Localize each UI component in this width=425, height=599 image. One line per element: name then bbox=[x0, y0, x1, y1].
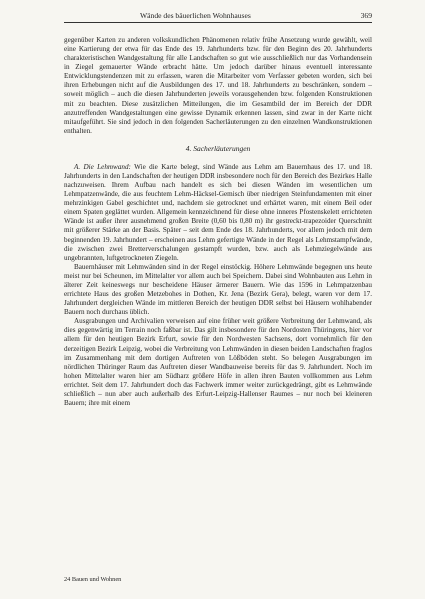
paragraph-intro: gegenüber Karten zu anderen volkskundlichen Phänomenen relativ frühe Ansetzung wurde gewählt, weil eine Kartierung der etwa für das Ende des 19. Jahrhunderts bzw. für den Beginn des 20. Jahrhunderts charakteristischen Wandgestaltung für alle Landschaften so gut wie ausschließlich nur das Vorhandensein in Ziegel gemauerter Wände erbracht hätte. Um jedoch darüber hinaus eventuell interessante Entwicklungstendenzen mit zu erfassen, waren die Mitarbeiter vom Verfasser gebeten worden, sich bei ihren Erhebungen nicht auf die Ausbildungen des 17. und 18. Jahrhunderts zu beschränken, sondern – soweit möglich – auch die diesen Jahrhunderten jeweils vorausgehenden bzw. folgenden Konstruktionen mit zu beachten. Diese zusätzlichen Mitteilungen, die im Gesamtbild der im Bereich der DDR anzutreffenden Wandgestaltungen eine gewisse Dynamik erkennen lassen, sind zwar in der Karte nicht mitaufgeführt. Sie sind jedoch in den folgenden Sacherläuterungen zu den einzelnen Wandkonstruktionen enthalten. bbox=[64, 36, 372, 135]
footer-signature: 24 Bauen und Wohnen bbox=[64, 576, 122, 583]
page-number: 369 bbox=[360, 11, 372, 20]
paragraph-bauernhaeuser: Bauernhäuser mit Lehmwänden sind in der Regel einstöckig. Höhere Lehmwände begegnen uns heute meist nur bei Scheunen, im Mittelalter vor allem auch bei Speichern. Dabei sind Wohnbauten aus Lehm in älterer Zeit keineswegs nur bescheidene Häuser ärmerer Bauern. Wie das 1596 in Lehmpatzenbau errichtete Haus des großen Metzebohes in Dothen, Kr. Jena (Bezirk Gera), belegt, waren vor dem 17. Jahrhundert dergleichen Wände im mittleren Bereich der heutigen DDR selbst bei Häusern wohlhabender Bauern noch durchaus üblich. bbox=[64, 262, 372, 317]
running-head-title: Wände des bäuerlichen Wohnhauses bbox=[140, 11, 251, 20]
section-heading: 4. Sacherläuterungen bbox=[185, 143, 251, 153]
paragraph-ausgrabungen: Ausgrabungen und Archivalien verweisen auf eine früher weit größere Verbreitung der Lehmwand, als dies gegenwärtig im Terrain noch faßbar ist. Das gilt insbesondere für den Nordosten Thüringens, hier vor allem für den heutigen Bezirk Erfurt, sowie für den Nordwesten Sachsens, dort vornehmlich für den derzeitigen Bezirk Leipzig, wobei die Verbreitung von Lehmwänden in diesen beiden Landschaften fraglos im Zusammenhang mit dem dortigen Auftreten von Lößböden steht. So belegen Ausgrabungen im nördlichen Thüringer Raum das Auftreten dieser Wandbauweise bereits für das 9. Jahrhundert. Noch im hohen Mittelalter waren hier am Südharz größere Höfe in allen ihren Bauten vollkommen aus Lehm errichtet. Seit dem 17. Jahrhundert doch das Fachwerk immer weiter zurückgedrängt, gibt es Lehmwände schließlich – nun aber auch außerhalb des Erfurt-Leipzig-Hallenser Raumes – nur noch bei kleineren Bauern; ihre mit einem bbox=[64, 317, 372, 407]
paragraph-lehmwand bbox=[64, 163, 372, 263]
header-rule bbox=[64, 22, 372, 23]
body-text bbox=[64, 36, 372, 408]
paragraph-lehmwand-text: Wie die Karte belegt, sind Wände aus Lehm am Bauernhaus des 17. und 18. Jahrhunderts in den Landschaften der heutigen DDR insbesondere noch für den Bereich des Bezirkes Halle nachzuweisen. Ihrem Aufbau nach handelt es sich bei diesen Wänden im wesentlichen um Lehmpatzenwände, die aus feuchtem Lehm-Häcksel-Gemisch über niedrigen Steinfundamenten mit einer mehrzinkigen Gabel geschichtet und, nachdem sie getrocknet und erhärtet waren, mit einem Beil oder einem Spaten geglättet wurden. Allgemein kennzeichnend für diese ohne inneres Pfostenskelett errichteten Wände ist außer ihrer ausnehmend großen Breite (0,60 bis 0,80 m) ihr gestreckt-trapezoider Querschnitt mit größerer Stärke an der Basis. Später – seit dem Ende des 18. Jahrhunderts, vor allem jedoch mit dem beginnenden 19. Jahrhundert – erscheinen aus Lehm gefertigte Wände in der Regel als Lehmstampfwände, die zwischen zwei Bretterverschalungen gestampft wurden, bzw. auch als Lehmziegelwände aus ungebrannten, luftgetrockneten Ziegeln. bbox=[64, 162, 373, 262]
subsection-lead: A. Die Lehmwand: bbox=[74, 162, 131, 171]
